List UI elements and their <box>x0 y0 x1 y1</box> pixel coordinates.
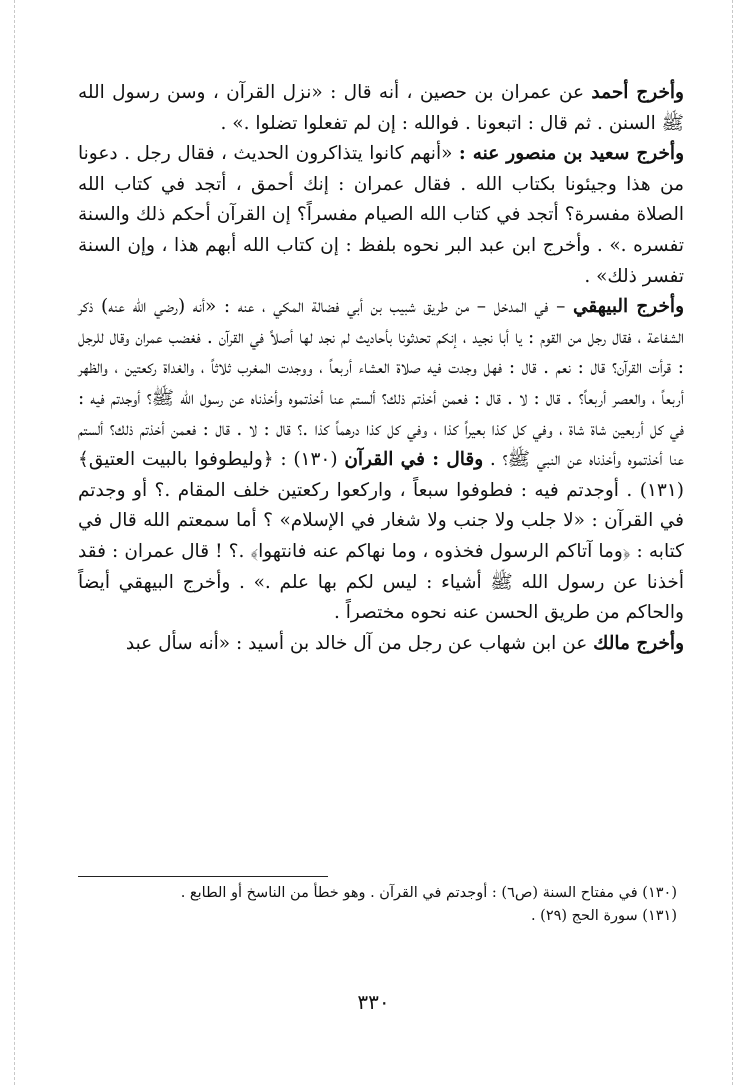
page-border-left <box>14 0 15 1085</box>
paragraph-malik <box>78 629 684 660</box>
paragraph-text: . أوجدتم فيه : فطوفوا سبعاً ، واركعوا ركعتين خلف المقام .؟ أو وجدتم في القرآن : «لا جلب ولا جنب ولا شغار في الإسلام» ؟ أما سمعتم الله قال في كتابه : ﴿وما آتاكم الرسول فخذوه ، وما نهاكم عنه فانتهوا﴾ .؟ ! قال عمران : فقد أخذنا عن رسول الله ﷺ أشياء : ليس لكم بها علم .» . وأخرج البيهقي أيضاً والحاكم من طريق الحسن عنه نحوه مختصراً . <box>78 479 684 624</box>
paragraph-text: عن ابن شهاب عن رجل من آل خالد بن أسيد : «أنه سأل عبد <box>125 632 594 654</box>
footnotes <box>97 882 677 928</box>
paragraph-text: عن عمران بن حصين ، أنه قال : «نزل القرآن ، وسن رسول الله ﷺ السنن . ثم قال : اتبعونا . فوالله : إن لم تفعلوا تضلوا .» . <box>78 82 684 134</box>
paragraph-lead: وأخرج البيهقي <box>572 296 685 318</box>
footnote-ref: (١٣٠) <box>286 449 345 471</box>
footnote-130: (١٣٠) في مفتاح السنة (ص٦) : أوجدتم في القرآن . وهو خطأ من الناسخ أو الطابع . <box>180 885 677 901</box>
page-border-right <box>732 0 733 1085</box>
paragraph-ahmad <box>78 78 684 139</box>
paragraph-bold-inline: وقال : في القرآن <box>344 449 484 471</box>
footnote-divider <box>78 876 328 877</box>
paragraph-lead: وأخرج أحمد <box>591 82 684 103</box>
paragraph-text: «أنهم كانوا يتذاكرون الحديث ، فقال رجل . دعونا من هذا وجيئونا بكتاب الله . فقال عمران : إنك أحمق ، أتجد في كتاب الله الصلاة مفسرة؟ أتجد في كتاب الله الصيام مفسراً؟ إن القرآن أحكم ذلك والسنة تفسره .» . وأخرج ابن عبد البر نحوه بلفظ : إن كتاب الله أبهم هذا ، وإن السنة تفسر ذلك» . <box>78 143 684 287</box>
footnote-ref: (١٣١) <box>632 479 684 501</box>
paragraph-text: – في المدخل – من طريق شبيب بن أبي فضالة المكي ، عنه : «أنه (رضي الله عنه) ذكر الشفاعة ، فقال رجل من القوم : يا أبا نجيد ، إنكم تحدثونا بأحاديث لم نجد لها أصلاً في القرآن . فغضب عمران وقال للرجل : قرأت القرآن؟ قال : نعم . قال : فهل وجدت فيه صلاة العشاء أربعاً ، ووجدت المغرب ثلاثاً ، والغداة ركعتين ، والظهر أربعاً ، والعصر أربعاً؟ . قال : لا . قال : فعمن أخذتم ذلك؟ ألستم عنا أخذتموه وأخذناه عن رسول الله ﷺ؟ أوجدتم فيه : في كل أربعين شاة شاة ، وفي كل كذا بعيراً كذا ، وفي كل كذا درهماً كذا .؟ قال : لا . قال : فعمن أخذتم ذلك؟ ألستم عنا أخذتموه وأخذناه عن النبي ﷺ؟ . <box>78 296 684 471</box>
page-body <box>78 78 684 659</box>
paragraph-bayhaqi <box>78 292 684 629</box>
paragraph-said-ibn-mansur <box>78 139 684 292</box>
paragraph-text: : ﴿وليطوفوا بالبيت العتيق﴾ <box>78 449 287 471</box>
paragraph-lead: وأخرج سعيد بن منصور عنه : <box>458 143 685 165</box>
footnote-131: (١٣١) سورة الحج (٢٩) . <box>530 908 677 924</box>
page-number: ٣٣٠ <box>357 990 390 1014</box>
paragraph-lead: وأخرج مالك <box>593 632 684 654</box>
